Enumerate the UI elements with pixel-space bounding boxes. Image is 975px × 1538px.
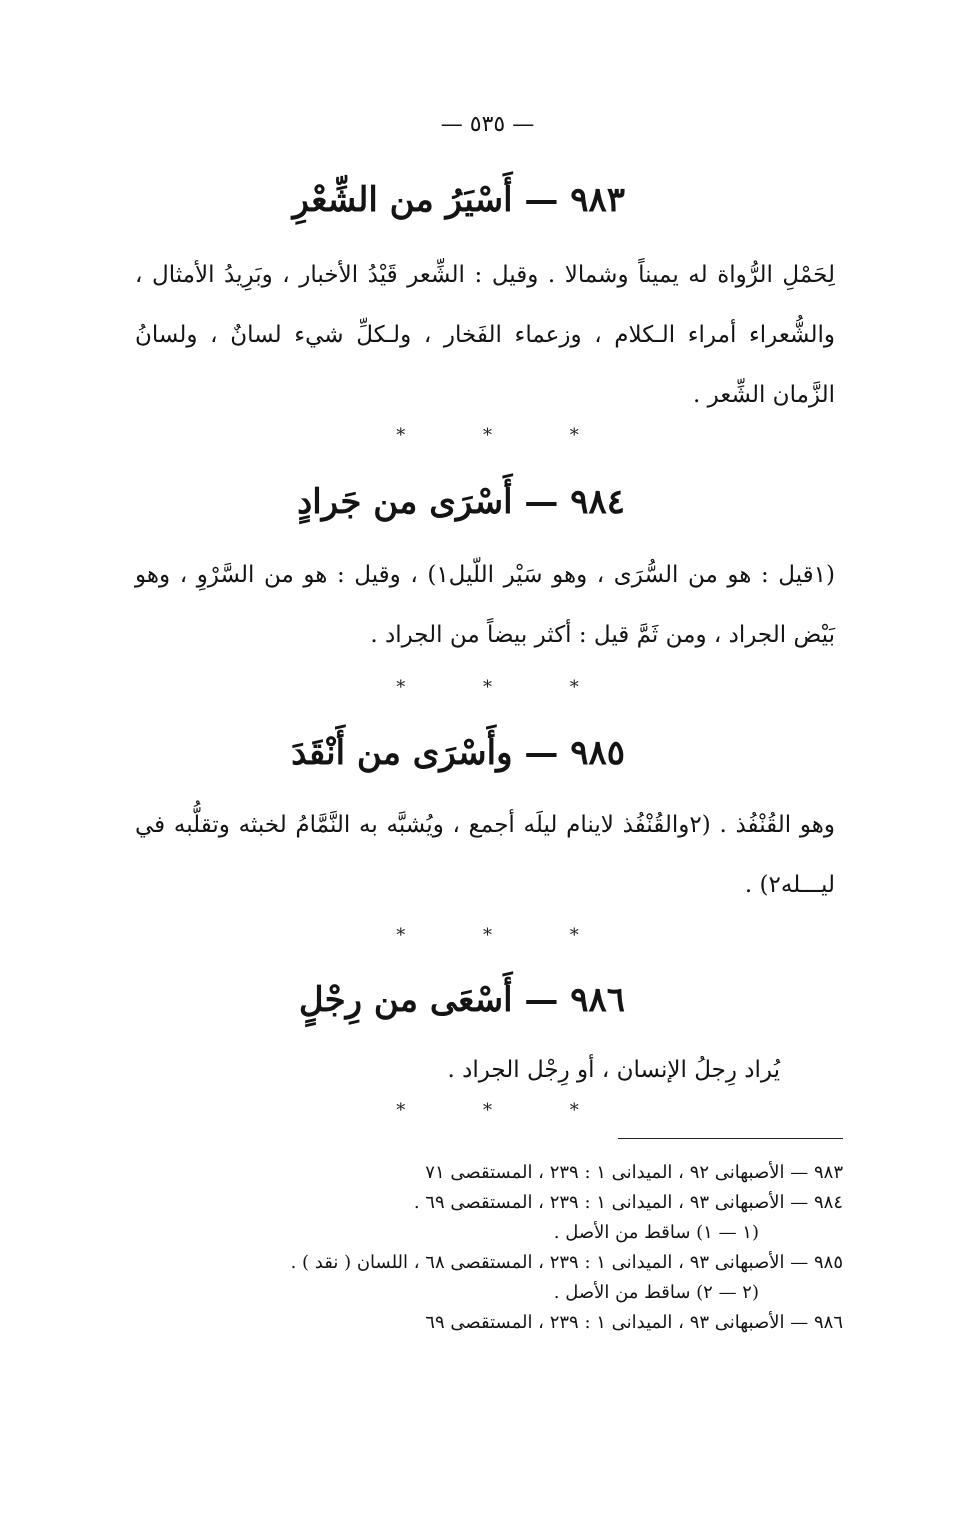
separator-stars: * * *: [396, 425, 615, 446]
footnote-985-note: (٢ — ٢) ساقط من الأصل .: [553, 1282, 759, 1303]
footnotes: [203, 1158, 843, 1338]
entry-title-984: ٩٨٤ — أَسْرَى من جَرادٍ: [297, 482, 625, 522]
entry-text-985: وهو القُنْفُذ . (٢والقُنْفُذ لاينام ليلَه أجمع ، ويُشبَّه به النَّمَّامُ لخبثه وتقلُّبه في ليـــله٢) .: [135, 812, 836, 898]
footnote-983: ٩٨٣ — الأصبهانى ٩٢ ، الميدانى ١ : ٢٣٩ ، المستقصى ٧١: [425, 1162, 843, 1183]
page-number: — ٥٣٥ —: [440, 112, 535, 137]
entry-text-984: (١قيل : هو من السُّرَى ، وهو سَيْر اللّيل١) ، وقيل : هو من السَّرْوِ ، وهو بَيْض الجراد ، ومن ثَمَّ قيل : أكثر بيضاً من الجراد .: [135, 562, 835, 648]
entry-title-986: ٩٨٦ — أَسْعَى من رِجْلٍ: [298, 980, 625, 1020]
footnote-984-note: (١ — ١) ساقط من الأصل .: [553, 1222, 759, 1243]
separator-stars: * * *: [396, 925, 615, 946]
separator-stars: * * *: [396, 1100, 615, 1121]
footnote-divider: [618, 1138, 843, 1139]
footnote-986: ٩٨٦ — الأصبهانى ٩٣ ، الميدانى ١ : ٢٣٩ ، المستقصى ٦٩: [425, 1312, 843, 1333]
footnote-985: ٩٨٥ — الأصبهانى ٩٣ ، الميدانى ١ : ٢٣٩ ، المستقصى ٦٨ ، اللسان ( نقد ) .: [290, 1252, 843, 1273]
entry-text-986: يُراد رِجلُ الإنسان ، أو رِجْل الجراد .: [447, 1057, 780, 1083]
entry-title-985: ٩٨٥ — وأَسْرَى من أَنْقَدَ: [291, 733, 625, 773]
separator-stars: * * *: [396, 677, 615, 698]
entry-title-983: ٩٨٣ — أَسْيَرُ من الشِّعْرِ: [292, 180, 625, 220]
footnote-984: ٩٨٤ — الأصبهانى ٩٣ ، الميدانى ١ : ٢٣٩ ، المستقصى ٦٩ .: [413, 1192, 843, 1213]
entry-text-983: لِحَمْلِ الرُّواة له يميناً وشمالا . وقيل : الشِّعر قَيْدُ الأخبار ، وبَرِيدُ الأمثال ، والشُّعراء أمراء الـكلام ، وزعماء الفَخار ، ولـكلِّ شيء لسانٌ ، ولسانُ الزَّمان الشِّعر .: [135, 262, 835, 408]
